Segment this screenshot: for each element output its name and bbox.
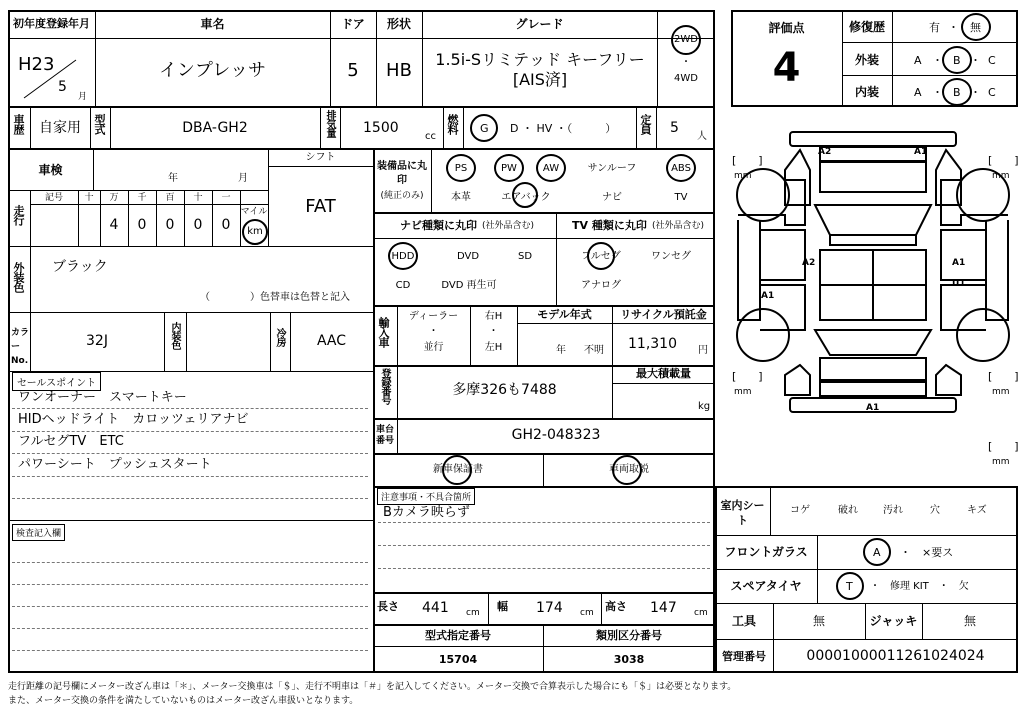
equip-navi: ナビ — [602, 192, 622, 203]
chassis-label: 車台番号 — [376, 425, 395, 446]
front-glass-label: フロントガラス — [724, 545, 808, 559]
displacement-value: 1500 — [363, 120, 399, 136]
tv-fullseg: フルセグ — [581, 251, 621, 262]
chassis-number: GH2-048323 — [511, 427, 601, 443]
sales-line: HIDヘッドライト カロッツェリアナビ — [18, 412, 249, 427]
capacity-unit: 人 — [697, 131, 707, 142]
tv-oneseg: ワンセグ — [651, 251, 691, 262]
recycle-yen: 円 — [698, 345, 708, 356]
damage-label: A1 — [914, 147, 928, 157]
mm-label: mm — [992, 387, 1010, 397]
sheet-item: キズ — [967, 505, 987, 516]
mm-label: mm — [734, 171, 752, 181]
ac-label: 冷房 — [274, 328, 285, 346]
mm-label: mm — [734, 387, 752, 397]
sign-label: 記号 — [44, 193, 63, 203]
sales-line: フルセグTV ETC — [18, 434, 124, 449]
body-shape: HB — [386, 60, 412, 81]
ext-color-value: ブラック — [52, 259, 108, 275]
door-count: 5 — [347, 60, 359, 81]
color-code-label: カラーNo. — [11, 328, 30, 366]
km-label: km — [247, 226, 263, 237]
import-right-h: 右H — [484, 311, 503, 322]
type-no-value: 15704 — [438, 653, 478, 666]
inspection-label: 車検 — [38, 163, 63, 177]
drive-dot: ・ — [681, 57, 691, 68]
navi-sd: SD — [517, 251, 533, 262]
damage-label: A1 — [761, 291, 775, 301]
displacement-unit: cc — [425, 131, 436, 142]
grade-label: グレード — [515, 17, 564, 31]
sheet-item: 穴 — [930, 505, 940, 516]
equip-aw: AW — [542, 163, 560, 174]
sales-label: セールスポイント — [12, 372, 101, 391]
interior-label: 内装 — [854, 85, 879, 99]
length-value: 441 — [422, 600, 449, 616]
ext-color-label: 外装色 — [12, 262, 25, 292]
reg-month-unit: 月 — [78, 92, 88, 102]
era-year: H23 — [18, 54, 55, 75]
bracket-label: [ ] — [988, 154, 1019, 167]
import-parallel: 並行 — [423, 342, 444, 353]
model-value: DBA-GH2 — [182, 120, 248, 136]
equipment-label: 装備品に丸印 — [377, 161, 427, 186]
inspection-month-unit: 月 — [238, 173, 248, 184]
reg-date-slash — [20, 56, 80, 102]
equip-tv: TV — [674, 192, 688, 203]
damage-label: U1 — [952, 279, 966, 289]
equip-ps: PS — [454, 163, 468, 174]
color-change-note: （ ）色替車は色替と記入 — [200, 292, 350, 303]
mgmt-label: 管理番号 — [722, 650, 766, 663]
drive-2wd: 2WD — [674, 34, 698, 45]
equip-sunroof: サンルーフ — [587, 163, 637, 174]
unit-hyaku: 百 — [165, 193, 175, 203]
mgmt-number: 00001000011261024024 — [806, 648, 985, 664]
car-name: インプレッサ — [158, 60, 267, 81]
mileage-digit: 0 — [137, 217, 147, 233]
ac-value: AAC — [316, 333, 347, 349]
class-no-label: 類別区分番号 — [596, 629, 662, 642]
capacity-value: 5 — [670, 120, 679, 136]
model-year-unknown: 不明 — [584, 345, 604, 356]
tv-analog: アナログ — [581, 280, 621, 291]
score-value: 4 — [772, 45, 801, 91]
mm-label: mm — [992, 171, 1010, 181]
length-label: 長さ — [377, 600, 399, 613]
sheet-item: 汚れ — [883, 505, 903, 516]
color-code-value: 32J — [86, 333, 108, 349]
height-label: 高さ — [605, 600, 627, 613]
capacity-label: 定員 — [639, 114, 652, 134]
exterior-dot: ・ — [970, 54, 981, 67]
notes-text: Bカメラ映らず — [383, 505, 470, 520]
sheet-item: コゲ — [790, 505, 810, 516]
equipment-sub: (純正のみ) — [380, 191, 424, 201]
spare-tire-label: スペアタイヤ — [730, 579, 802, 593]
unit-ju: 十 — [193, 193, 203, 203]
bracket-label: [ ] — [732, 154, 763, 167]
glass-a: A — [873, 546, 881, 559]
navi-hdd: HDD — [391, 251, 415, 262]
fuel-label: 燃料 — [446, 114, 459, 134]
length-unit: cm — [466, 608, 480, 618]
exterior-b: B — [953, 54, 961, 67]
mileage-digit: 0 — [221, 217, 231, 233]
height-unit: cm — [694, 608, 708, 618]
max-load-unit: kg — [698, 401, 711, 412]
sales-line: ワンオーナー スマートキー — [18, 390, 187, 405]
door-label: ドア — [341, 17, 365, 31]
exterior-c: C — [988, 54, 996, 67]
class-no-value: 3038 — [613, 653, 645, 666]
damage-label: A2 — [818, 147, 832, 157]
tools-label: 工具 — [731, 614, 756, 628]
shape-label: 形状 — [386, 17, 411, 31]
navi-type-sub: (社外品含む) — [482, 221, 535, 231]
import-dot: ・ — [428, 326, 439, 337]
unit-man: 万 — [109, 193, 119, 203]
glass-options: ・ ×要ス — [900, 546, 954, 559]
unit-ten-man: 十 — [84, 193, 94, 203]
interior-dot: ・ — [932, 86, 943, 99]
exterior-label: 外装 — [854, 53, 879, 67]
grade-value: 1.5i-Sリミテッド キーフリー [AIS済] — [435, 50, 645, 89]
tv-type-label: TV 種類に丸印 — [572, 219, 647, 232]
warranty-book: 新車保証書 — [433, 464, 483, 475]
jack-value: 無 — [963, 614, 976, 628]
mileage-digit: 0 — [193, 217, 203, 233]
model-year-unit: 年 — [556, 345, 566, 356]
import-dot: ・ — [488, 326, 499, 337]
repair-no: 無 — [970, 21, 981, 34]
fuel-g: G — [480, 122, 489, 135]
jack-label: ジャッキ — [869, 614, 918, 628]
interior-b: B — [953, 86, 961, 99]
interior-c: C — [988, 86, 996, 99]
check-label: 検査記入欄 — [12, 524, 65, 541]
type-no-label: 型式指定番号 — [425, 629, 491, 642]
spare-options: ・ 修理 KIT ・ 欠 — [870, 581, 969, 592]
registration-label: 登録番号 — [379, 368, 390, 404]
max-load-label: 最大積載量 — [636, 367, 691, 380]
registration-plate: 多摩326も7488 — [452, 382, 557, 398]
width-value: 174 — [536, 600, 563, 616]
repair-yes: 有 — [929, 21, 940, 34]
unit-ichi: 一 — [221, 193, 231, 203]
sheet-item: 破れ — [838, 505, 858, 516]
model-year-label: モデル年式 — [537, 308, 592, 321]
usage-value: 自家用 — [39, 120, 81, 136]
equip-pw: PW — [501, 163, 517, 174]
tools-value: 無 — [812, 614, 825, 628]
damage-label: A2 — [802, 258, 816, 268]
shift-label: シフト — [305, 152, 336, 163]
reg-label: 初年度登録年月 — [13, 17, 90, 30]
mileage-digit: 4 — [109, 217, 119, 233]
tv-type-sub: (社外品含む) — [652, 221, 705, 231]
interior-sheet-label: 室内シート — [720, 499, 765, 527]
width-unit: cm — [580, 608, 594, 618]
footer-note: 走行距離の記号欄にメーター改ざん車は「＊」、メーター交換車は「＄」、走行不明車は「＃」を記入してください。メーター交換で合算表示した場合にも「＄」は必要となります。 — [8, 682, 737, 692]
inspection-year-unit: 年 — [168, 173, 178, 184]
bracket-label: [ ] — [732, 370, 763, 383]
navi-dvd: DVD — [456, 251, 480, 262]
import-label: 輸入車 — [377, 317, 390, 347]
recycle-value: 11,310 — [628, 336, 677, 352]
displacement-label: 排気量 — [324, 110, 335, 137]
sales-line: パワーシート プッシュスタート — [18, 457, 212, 472]
navi-dvd-play: DVD 再生可 — [441, 280, 497, 291]
score-label: 評価点 — [768, 21, 805, 35]
repair-label: 修復歴 — [848, 20, 885, 34]
damage-label: A1 — [866, 403, 880, 413]
drive-4wd: 4WD — [674, 73, 698, 84]
mileage-digit: 0 — [165, 217, 175, 233]
equip-abs: ABS — [671, 163, 691, 174]
bracket-label: [ ] — [988, 440, 1019, 453]
mileage-label: 走行 — [12, 205, 25, 225]
height-value: 147 — [650, 600, 677, 616]
notes-label: 注意事項・不具合箇所 — [377, 488, 475, 505]
shift-value: FAT — [305, 196, 336, 217]
int-color-label: 内装色 — [169, 322, 180, 349]
import-left-h: 左H — [484, 342, 503, 353]
import-dealer: ディーラー — [408, 311, 459, 322]
exterior-a: A — [914, 54, 922, 67]
unit-sen: 千 — [137, 193, 147, 203]
usage-label: 車歴 — [12, 114, 25, 134]
footer-note: また、メーター交換の条件を満たしていないものはメーター改ざん車扱いとなります。 — [8, 696, 359, 706]
width-label: 幅 — [497, 600, 508, 613]
mm-label: mm — [992, 457, 1010, 467]
bracket-label: [ ] — [988, 370, 1019, 383]
repair-dot: ・ — [948, 21, 959, 34]
exterior-dot: ・ — [932, 54, 943, 67]
equip-airbag: エアバック — [501, 192, 551, 203]
car-name-label: 車名 — [200, 17, 225, 31]
damage-label: A1 — [952, 258, 966, 268]
interior-a: A — [914, 86, 922, 99]
car-diagram — [730, 120, 1020, 480]
model-label: 型式 — [93, 114, 106, 134]
reg-month: 5 — [58, 79, 67, 95]
navi-cd: CD — [395, 280, 411, 291]
mile-label: マイル — [240, 207, 268, 217]
navi-type-label: ナビ種類に丸印 — [400, 219, 477, 232]
equip-leather: 本革 — [451, 192, 471, 203]
fuel-options: D ・ HV ・（ ） — [510, 122, 617, 135]
recycle-label: リサイクル預託金 — [620, 308, 707, 321]
interior-dot: ・ — [970, 86, 981, 99]
vehicle-manual: 車両取説 — [609, 464, 649, 475]
spare-t: T — [846, 580, 853, 593]
